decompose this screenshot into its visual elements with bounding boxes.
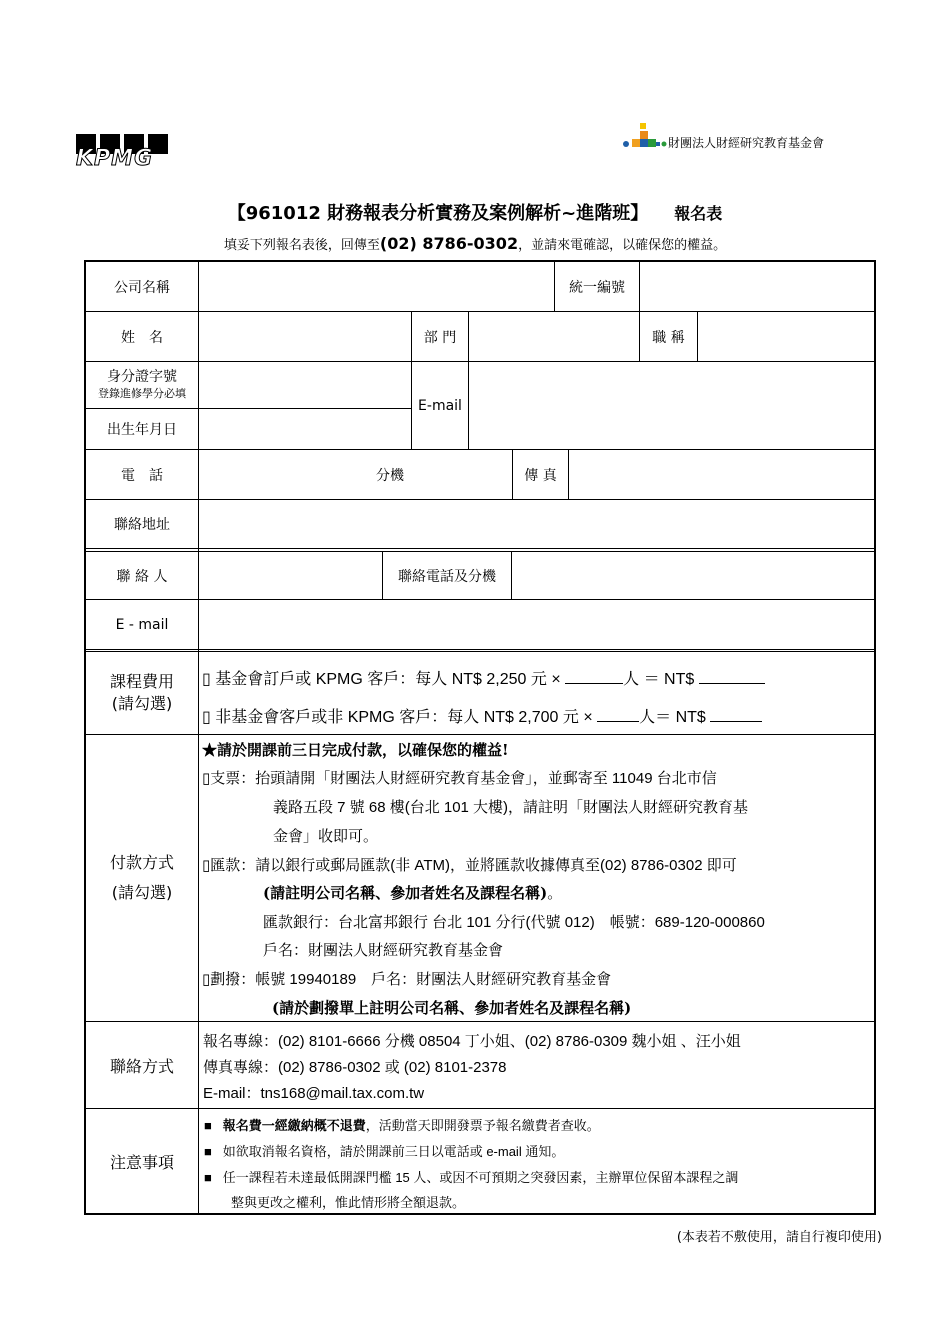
label-tax-id: 統一編號 xyxy=(569,279,625,296)
label-job-title: 職 稱 xyxy=(652,329,685,346)
fee-checkbox-2[interactable]: ▯ xyxy=(202,709,211,726)
footer-note: (本表若不敷使用，請自行複印使用) xyxy=(676,1230,882,1245)
label-id-number xyxy=(86,362,198,408)
email-field[interactable] xyxy=(469,362,874,449)
fee-option-2-count-blank[interactable] xyxy=(597,707,639,722)
notice-item-3-line-2: 整與更改之權利，惟此情形將全額退款。 xyxy=(231,1195,466,1210)
birthday-field[interactable] xyxy=(199,409,411,449)
fee-option-1-text: 基金會訂戶或 KPMG 客戶：每人 NT$ 2,250 元 × xyxy=(210,671,561,688)
contact-fax: 傳真專線：(02) 8786-0302 或 (02) 8101-2378 xyxy=(203,1059,507,1076)
extension-label: 分機 xyxy=(376,467,404,484)
label-payment xyxy=(86,735,198,1021)
label-address: 聯絡地址 xyxy=(114,517,170,533)
notice-bullet-1: ■ xyxy=(204,1118,212,1133)
fee-option-1-count-blank[interactable] xyxy=(565,669,623,684)
payment-remit-note-line xyxy=(263,882,562,903)
label-company: 公司名稱 xyxy=(114,279,170,296)
label-name: 姓 名 xyxy=(121,329,163,346)
label-notice: 注意事項 xyxy=(109,1152,174,1172)
payment-check-line-1: 支票：抬頭請開「財團法人財經研究教育基金會」，並郵寄至 11049 台北市信 xyxy=(210,770,717,787)
registration-form xyxy=(84,260,876,1215)
id-number-field[interactable] xyxy=(199,362,411,408)
foundation-name: 財團法人財經研究教育基金會 xyxy=(668,136,825,150)
label-contact-method: 聯絡方式 xyxy=(109,1056,174,1076)
fee-option-1-mid: 人 ＝ NT$ xyxy=(623,671,695,688)
notice-item-3 xyxy=(204,1167,738,1186)
notice-item-3-line-1: 任一課程若未達最低開課門檻 15 人、或因不可預期之突發因素，主辦單位保留本課程之調 xyxy=(222,1170,739,1185)
course-title: 【961012 財務報表分析實務及案例解析~進階班】 xyxy=(227,203,649,224)
tax-id-field[interactable] xyxy=(640,262,874,311)
department-field[interactable] xyxy=(469,312,639,361)
subtitle-post: ，並請來電確認，以確保您的權益。 xyxy=(518,238,727,253)
foundation-logo-icon xyxy=(620,120,668,156)
payment-checkbox-postal[interactable]: ▯ xyxy=(202,971,211,988)
notice-item-2-text: 如欲取消報名資格，請於開課前三日以電話或 e-mail 通知。 xyxy=(222,1144,565,1159)
foundation-logo xyxy=(620,120,880,156)
fee-check-hint: (請勾選) xyxy=(111,694,173,713)
label-email: E-mail xyxy=(418,397,462,414)
fee-option-2[interactable] xyxy=(202,704,762,727)
fee-option-1[interactable] xyxy=(202,666,765,689)
payment-remit[interactable] xyxy=(202,854,737,875)
fee-option-2-text: 非基金會客戶或非 KPMG 客戶：每人 NT$ 2,700 元 × xyxy=(210,709,593,726)
company-field[interactable] xyxy=(199,262,554,311)
notice-item-1-rest: ，活動當天即開發票予報名繳費者查收。 xyxy=(365,1118,600,1133)
notice-bullet-2: ■ xyxy=(204,1144,212,1159)
payment-checkbox-remit[interactable]: ▯ xyxy=(202,857,211,874)
name-field[interactable] xyxy=(199,312,411,361)
fee-label: 課程費用 xyxy=(109,672,174,692)
contact-email: E-mail：tns168@mail.tax.com.tw xyxy=(203,1085,425,1102)
contact-person-field[interactable] xyxy=(199,552,382,599)
payment-remit-note-end: 。 xyxy=(547,885,563,902)
payment-check-line-3: 金會」收即可。 xyxy=(273,828,379,845)
payment-check-hint: (請勾選) xyxy=(111,883,173,902)
contact-hotline: 報名專線：(02) 8101-6666 分機 08504 丁小姐、(02) 8786-0309 魏小姐 、汪小姐 xyxy=(203,1033,741,1050)
payment-postal[interactable] xyxy=(202,968,611,989)
label-fax: 傳 真 xyxy=(524,467,557,484)
label-contact-email: E - mail xyxy=(115,616,169,633)
contact-phone-field[interactable] xyxy=(512,552,874,599)
payment-postal-note: (請於劃撥單上註明公司名稱、參加者姓名及課程名稱) xyxy=(272,999,632,1017)
form-subtitle xyxy=(0,234,950,253)
payment-checkbox-check[interactable]: ▯ xyxy=(202,770,211,787)
subtitle-pre: 填妥下列報名表後，回傳至 xyxy=(223,238,380,253)
payment-remit-line-1: 匯款：請以銀行或郵局匯款(非 ATM)，並將匯款收據傳真至(02) 8786-0302 即可 xyxy=(210,857,737,874)
payment-bank: 匯款銀行：台北富邦銀行 台北 101 分行(代號 012) 帳號：689-120-000860 xyxy=(263,914,765,931)
form-title xyxy=(0,199,950,225)
label-fee xyxy=(86,652,198,734)
notice-item-1 xyxy=(204,1115,600,1134)
label-birthday: 出生年月日 xyxy=(107,422,177,438)
fee-option-1-total-blank[interactable] xyxy=(699,669,765,684)
subtitle-fax: (02) 8786-0302 xyxy=(379,234,519,253)
contact-email-field[interactable] xyxy=(199,600,874,649)
id-number-label: 身分證字號 xyxy=(107,369,177,386)
payment-remit-note: (請註明公司名稱、參加者姓名及課程名稱) xyxy=(263,884,548,902)
label-phone: 電 話 xyxy=(121,467,163,484)
kpmg-logo-text: KPMG xyxy=(76,146,154,171)
label-department: 部 門 xyxy=(423,329,457,346)
payment-check[interactable] xyxy=(202,767,717,788)
notice-item-1-bold: 報名費一經繳納概不退費 xyxy=(222,1119,366,1134)
fee-option-2-total-blank[interactable] xyxy=(710,707,762,722)
job-title-field[interactable] xyxy=(698,312,874,361)
payment-label: 付款方式 xyxy=(109,852,174,872)
label-contact-phone: 聯絡電話及分機 xyxy=(398,568,496,585)
fax-field[interactable] xyxy=(569,450,874,499)
form-title-suffix: 報名表 xyxy=(674,204,723,223)
payment-check-line-2: 義路五段 7 號 68 樓(台北 101 大樓)，請註明「財團法人財經研究教育基 xyxy=(273,799,749,816)
address-field[interactable] xyxy=(199,500,874,548)
payment-postal-line: 劃撥：帳號 19940189 戶名：財團法人財經研究教育基金會 xyxy=(210,971,612,988)
label-contact-person: 聯 絡 人 xyxy=(116,568,168,585)
payment-account-name: 戶名：財團法人財經研究教育基金會 xyxy=(263,942,504,959)
notice-bullet-3: ■ xyxy=(204,1170,212,1185)
id-number-note: 登錄進修學分必填 xyxy=(98,387,186,401)
fee-option-2-mid: 人＝ NT$ xyxy=(639,709,706,726)
kpmg-logo xyxy=(76,134,168,170)
fee-checkbox-1[interactable]: ▯ xyxy=(202,671,211,688)
phone-field[interactable] xyxy=(199,450,512,499)
payment-headline: ★請於開課前三日完成付款，以確保您的權益! xyxy=(202,741,509,759)
notice-item-2 xyxy=(204,1141,564,1160)
